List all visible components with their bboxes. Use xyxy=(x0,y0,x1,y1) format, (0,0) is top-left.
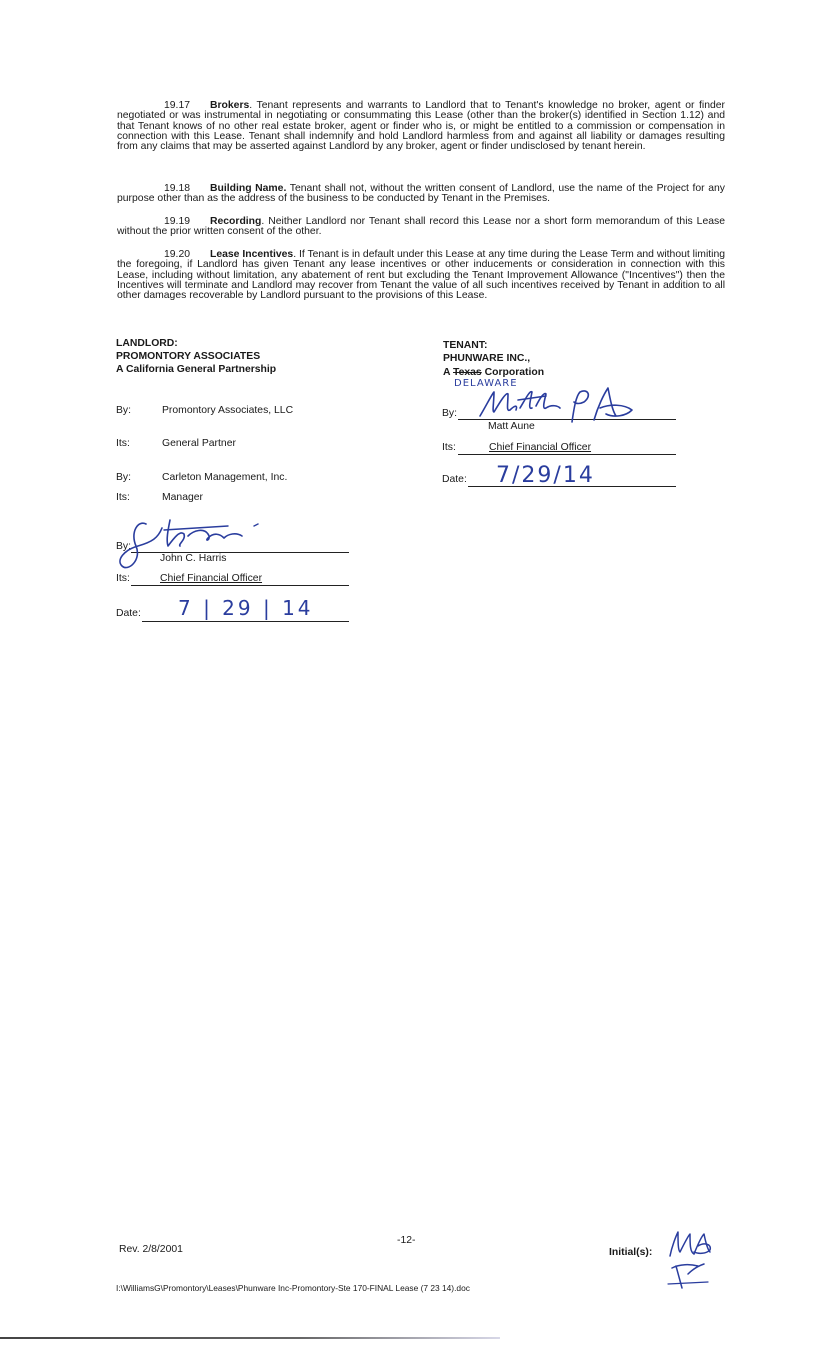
landlord-date-line xyxy=(142,621,349,622)
section-number: 19.18 xyxy=(164,183,191,194)
tenant-label: TENANT: xyxy=(443,340,488,351)
tenant-signer-title: Chief Financial Officer xyxy=(489,442,592,453)
section-19-17 xyxy=(117,101,725,152)
section-body: . Tenant represents and warrants to Landlord that to Tenant's knowledge no broker, agent or finder negotiated or was instrumental in negotiating or consummating this Lease (other than the broker(s) identified in Section 1.12) and that Tenant knows of no other real estate broker, agent or finder who is, or might be entitled to a commission or compensation in connection with this Lease. Tenant shall indemnify and hold Landlord harmless from and against all liability or damages resulting from any claims that may be asserted against Landlord by any broker, agent or finder undisclosed by tenant herein. xyxy=(117,100,725,153)
landlord-signer-name: John C. Harris xyxy=(160,553,227,564)
section-number: 19.20 xyxy=(164,249,191,260)
tenant-name: PHUNWARE INC., xyxy=(443,353,531,364)
initials-image xyxy=(664,1226,718,1292)
landlord-by2-label: By: xyxy=(116,472,132,483)
landlord-label: LANDLORD: xyxy=(116,338,178,349)
tenant-its-line xyxy=(458,454,676,455)
tenant-type-struck: Texas xyxy=(453,367,482,378)
landlord-by1-value: Promontory Associates, LLC xyxy=(162,405,294,416)
section-19-18 xyxy=(117,184,725,205)
landlord-its1-value: General Partner xyxy=(162,438,236,449)
tenant-type-suffix: Corporation xyxy=(484,367,545,378)
landlord-its1-label: Its: xyxy=(116,438,130,449)
landlord-type: A California General Partnership xyxy=(116,364,277,375)
landlord-name: PROMONTORY ASSOCIATES xyxy=(116,351,261,362)
tenant-date-label: Date: xyxy=(442,474,467,485)
page-bottom-rule xyxy=(0,1337,500,1339)
landlord-date-handwritten: 7 | 29 | 14 xyxy=(178,596,314,620)
page-number: -12- xyxy=(397,1235,416,1246)
tenant-by-label: By: xyxy=(442,408,458,419)
section-heading: Recording xyxy=(210,216,262,227)
section-body: . Neither Landlord nor Tenant shall record this Lease nor a short form memorandum of this Lease without the prior written consent of the other. xyxy=(117,216,725,238)
landlord-by2-value: Carleton Management, Inc. xyxy=(162,472,288,483)
landlord-by1-label: By: xyxy=(116,405,132,416)
section-number: 19.17 xyxy=(164,100,191,111)
landlord-sign-its-label: Its: xyxy=(116,573,130,584)
tenant-date-handwritten: 7/29/14 xyxy=(496,463,595,488)
tenant-signer-name: Matt Aune xyxy=(488,421,535,432)
section-number: 19.19 xyxy=(164,216,191,227)
tenant-type-prefix: A xyxy=(443,367,451,378)
landlord-signature-image xyxy=(108,516,268,576)
section-body: . If Tenant is in default under this Lease at any time during the Lease Term and without limiting the foregoing, if Landlord has given Tenant any lease incentives or other inducements or consideration in connection with this Lease, including without limitation, any abatement of rent but excluding the Tenant Improvement Allowance ("Incentives") then the Incentives will terminate and Landlord may recover from Tenant the value of all such incentives received by Tenant in addition to all other damages recoverable by Landlord pursuant to the provisions of this Lease. xyxy=(117,249,726,302)
section-heading: Brokers xyxy=(210,100,250,111)
tenant-its-label: Its: xyxy=(442,442,456,453)
initials-label: Initial(s): xyxy=(609,1247,653,1258)
section-heading: Building Name. xyxy=(210,183,287,194)
file-path: I:\WilliamsG\Promontory\Leases\Phunware Inc-Promontory-Ste 170-FINAL Lease (7 23 14).doc xyxy=(116,1283,470,1293)
landlord-sign-by-label: By: xyxy=(116,541,132,552)
section-heading: Lease Incentives xyxy=(210,249,294,260)
landlord-signer-title: Chief Financial Officer xyxy=(160,573,263,584)
tenant-type-handwritten: DELAWARE xyxy=(454,378,518,389)
section-body: Tenant shall not, without the written consent of Landlord, use the name of the Project for any purpose other than as the address of the business to be conducted by Tenant in the Premises. xyxy=(117,183,725,205)
section-19-20 xyxy=(117,250,725,301)
landlord-date-label: Date: xyxy=(116,608,141,619)
section-19-19 xyxy=(117,217,725,238)
landlord-its-line xyxy=(131,585,349,586)
landlord-its2-label: Its: xyxy=(116,492,130,503)
landlord-its2-value: Manager xyxy=(162,492,204,503)
revision-date: Rev. 2/8/2001 xyxy=(119,1244,183,1255)
tenant-type xyxy=(443,367,544,378)
